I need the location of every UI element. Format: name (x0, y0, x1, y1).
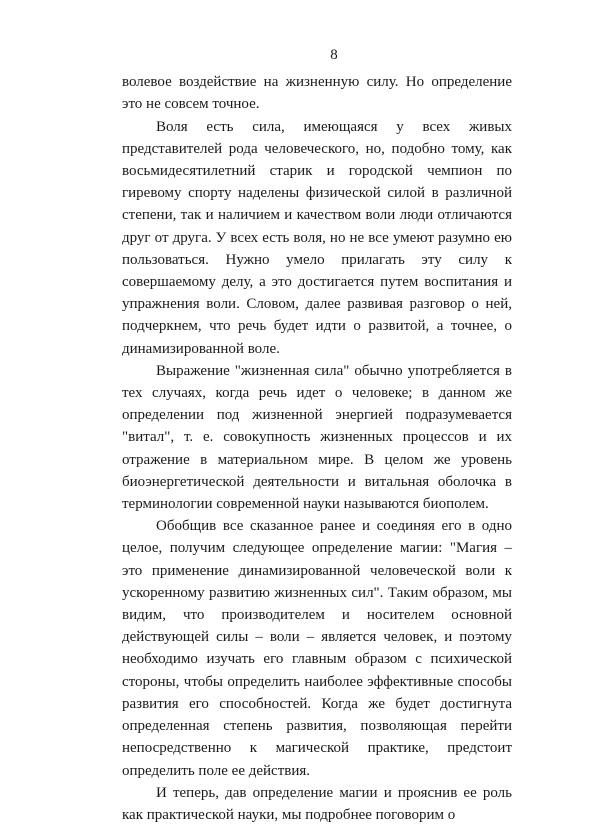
paragraph-closing: И теперь, дав определение магии и прояснив ее роль как практической науки, мы подробнее поговорим о (122, 784, 512, 823)
paragraph-will: Воля есть сила, имеющаяся у всех живых представителей рода человеческого, но, подобно тому, как восьмидесятилетний старик и городской чемпион по гиревому спорту наделены физической силой в различной степени, так и наличием и качеством воли люди отличаются друг от друга. У всех есть воля, но не все умеют разумно ею пользоваться. Нужно умело прилагать эту силу к совершаемому делу, а это достигается путем воспитания и упражнения воли. Словом, далее развивая разговор о ней, подчеркнем, что речь будет идти о развитой, а точнее, о динамизированной воле. (122, 118, 512, 357)
page-number: 8 (330, 47, 338, 63)
paragraph-life-force: Выражение "жизненная сила" обычно употребляется в тех случаях, когда речь идет о человеке; в данном же определении под жизненной энергией подразумевается "витал", т. е. совокупность жизненных процессов и их отражение в материальном мире. В целом же уровень биоэнергетической деятельности и витальная оболочка в терминологии современной науки называются биополем. (122, 362, 512, 513)
paragraph-continuation: волевое воздействие на жизненную силу. Но определение это не совсем точное. (122, 74, 512, 113)
paragraph-magic-definition: Обобщив все сказанное ранее и соединяя его в одно целое, получим следующее определение магии: "Магия – это применение динамизированной человеческой воли к ускоренному развитию жизненных сил". Таким образом, мы видим, что производителем и носителем основной действующей силы – воли – является человек, и поэтому необходимо изучать его главным образом с психической стороны, чтобы определить наиболее эффективные способы развития его способностей. Когда же будет достигнута определенная степень развития, позволяющая перейти непосредственно к магической практике, предстоит определить поле ее действия. (122, 518, 512, 779)
